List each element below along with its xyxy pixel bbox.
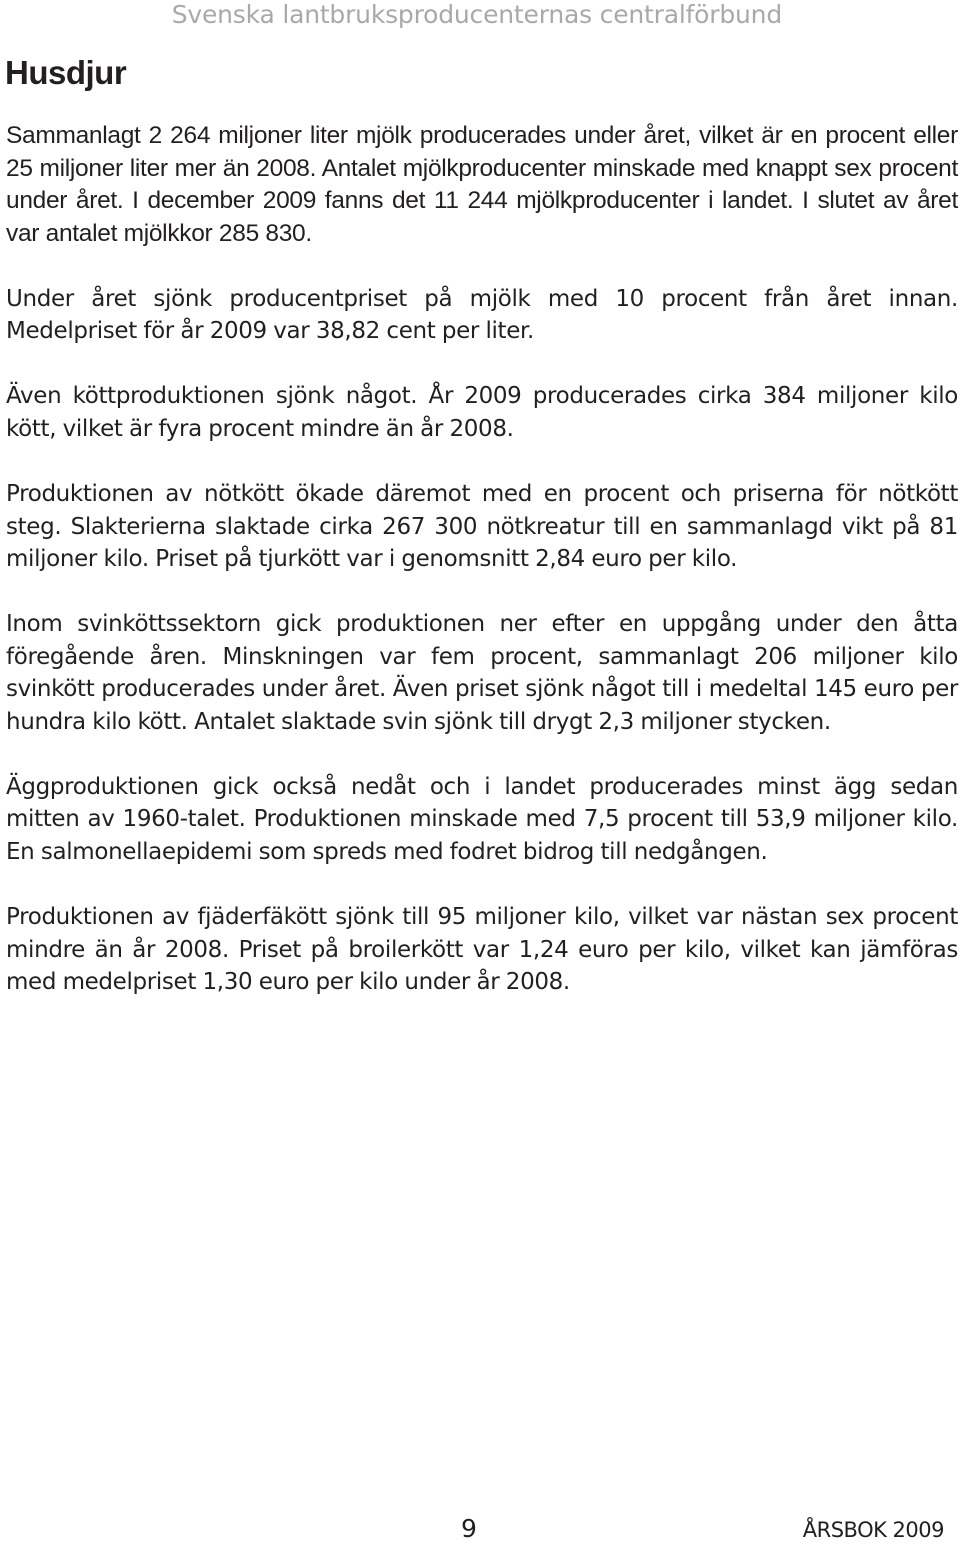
paragraph-poultry: Produktionen av fjäderfäkött sjönk till 95 miljoner kilo, vilket var nästan sex procent mindre än år 2008. Priset på broilerkött var 1,24 euro per kilo, vilket kan jämföras med medelpriset 1,30 euro per kilo under år 2008. — [6, 904, 958, 996]
paragraph-milk-price: Under året sjönk producentpriset på mjölk med 10 procent från året innan. Medelpriset för år 2009 var 38,82 cent per liter. — [6, 285, 958, 345]
organization-header: Svenska lantbruksproducenternas centralförbund — [171, 0, 782, 29]
paragraph-beef: Produktionen av nötkött ökade däremot med en procent och priserna för nötkött steg. Slakterierna slaktade cirka 267 300 nötkreatur till en sammanlagd vikt på 81 miljoner kilo. Priset på tjurkött var i genomsnitt 2,84 euro per kilo. — [6, 480, 958, 573]
paragraph-meat-production: Även köttproduktionen sjönk något. År 2009 producerades cirka 384 miljoner kilo kött, vilket är fyra procent mindre än år 2008. — [6, 383, 958, 442]
section-title: Husdjur — [5, 54, 127, 91]
paragraph-milk-production: Sammanlagt 2 264 miljoner liter mjölk producerades under året, vilket är en procent eller 25 miljoner liter mer än 2008. Antalet mjölkproducenter minskade med knappt sex procent under året. I december 2009 fanns det 11 244 mjölkproducenter i landet. I slutet av året var antalet mjölkkor 285 830. — [6, 122, 958, 247]
page-number: 9 — [461, 1514, 477, 1543]
article-body — [6, 120, 958, 999]
paragraph-eggs: Äggproduktionen gick också nedåt och i landet producerades minst ägg sedan mitten av 1960-talet. Produktionen minskade med 7,5 procent till 53,9 miljoner kilo. En salmonellaepidemi som spreds med fodret bidrog till nedgången. — [6, 773, 958, 866]
book-label: ÅRSBOK 2009 — [802, 1518, 944, 1542]
paragraph-pork: Inom svinköttssektorn gick produktionen ner efter en uppgång under den åtta föregående åren. Minskningen var fem procent, sammanlagt 206 miljoner kilo svinkött producerades under året. Även priset sjönk något till i medeltal 145 euro per hundra kilo kött. Antalet slaktade svin sjönk till drygt 2,3 miljoner stycken. — [6, 611, 958, 735]
